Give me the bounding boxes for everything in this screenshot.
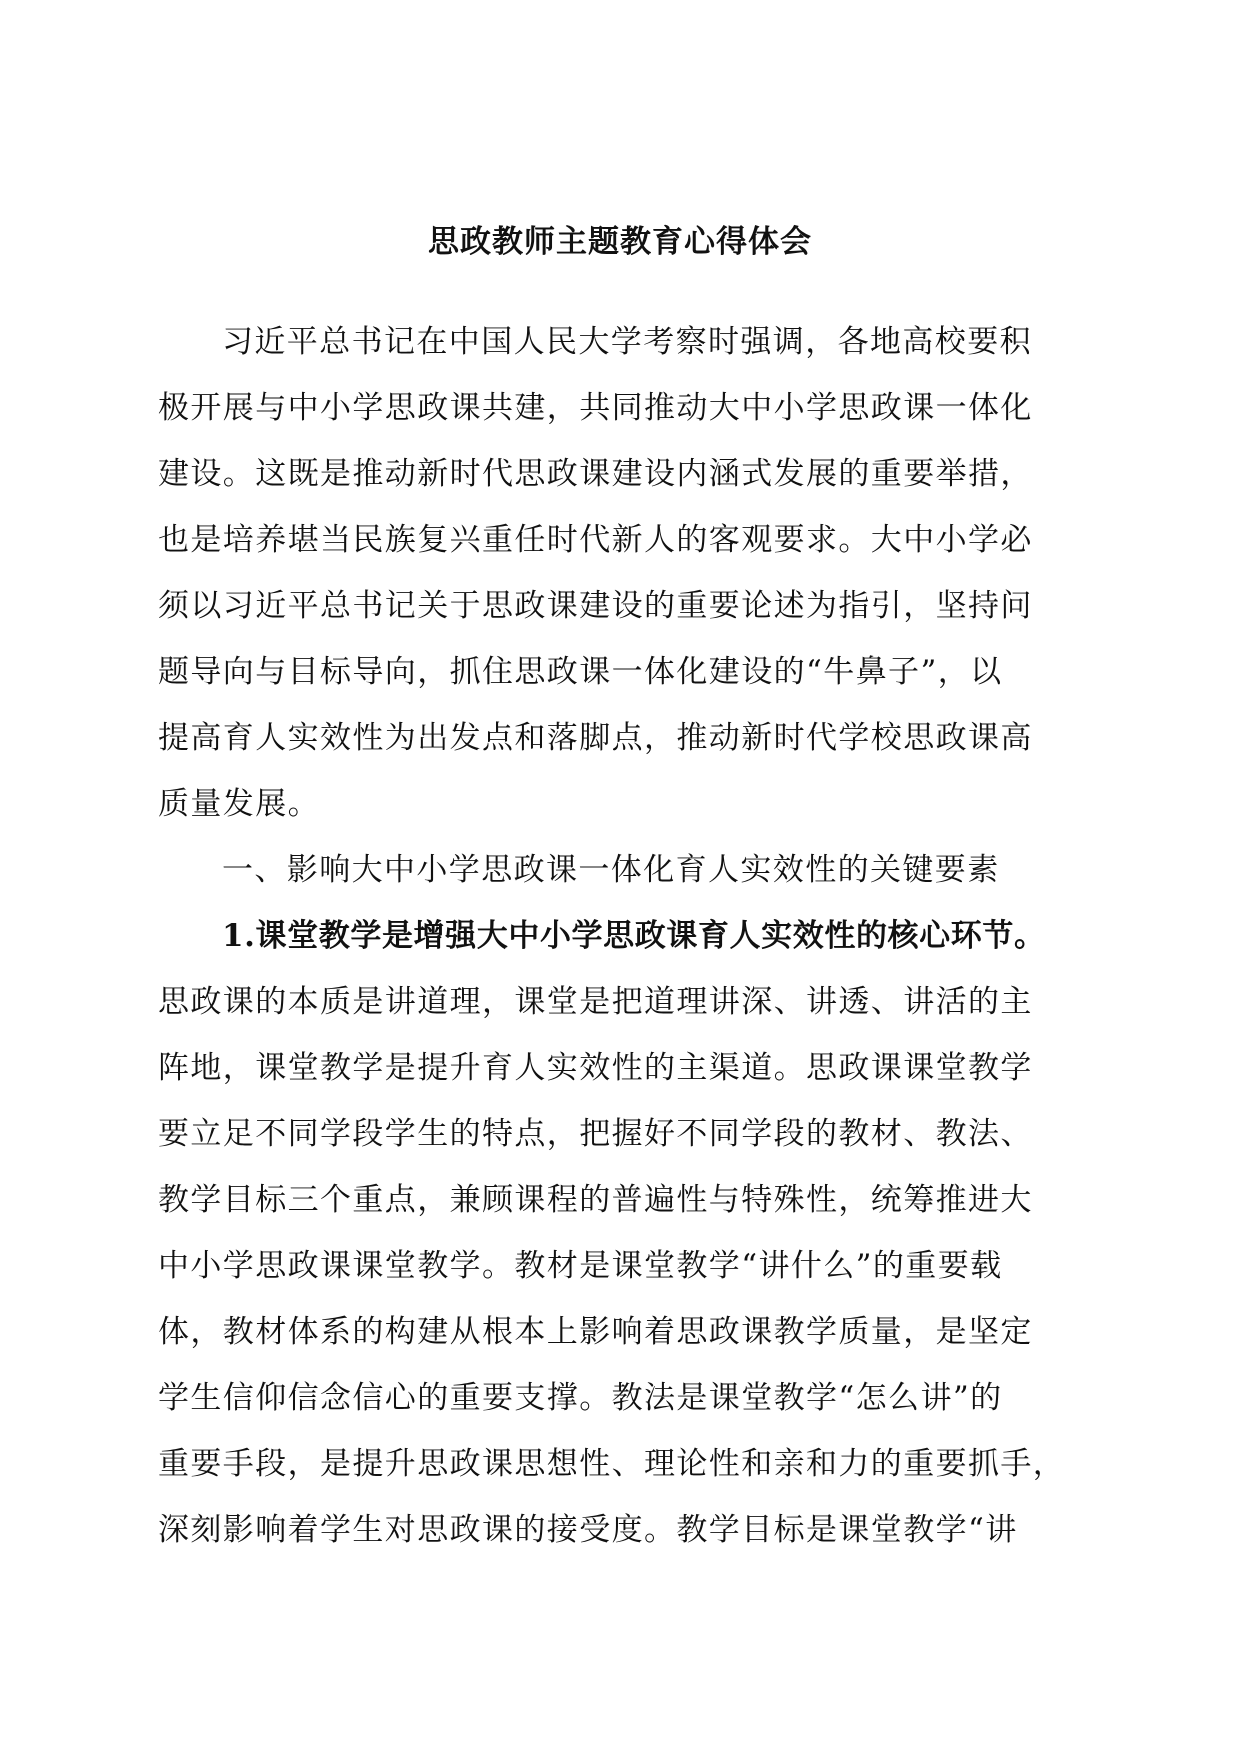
document-title: 思政教师主题教育心得体会 xyxy=(428,224,812,260)
paragraph-line: 习近平总书记在中国人民大学考察时强调，各地高校要积 xyxy=(222,324,1032,360)
paragraph-line: 要立足不同学段学生的特点，把握好不同学段的教材、教法、 xyxy=(158,1116,1033,1152)
section-heading: 一、影响大中小学思政课一体化育人实效性的关键要素 xyxy=(222,852,1000,888)
paragraph-line: 极开展与中小学思政课共建，共同推动大中小学思政课一体化 xyxy=(158,390,1033,426)
paragraph-line: 体，教材体系的构建从根本上影响着思政课教学质量，是坚定 xyxy=(158,1314,1033,1350)
paragraph-line: 深刻影响着学生对思政课的接受度。教学目标是课堂教学“讲 xyxy=(158,1512,1018,1548)
paragraph-line: 建设。这既是推动新时代思政课建设内涵式发展的重要举措， xyxy=(158,456,1033,492)
paragraph-line: 思政课的本质是讲道理，课堂是把道理讲深、讲透、讲活的主 xyxy=(158,984,1033,1020)
subsection-heading: 1.课堂教学是增强大中小学思政课育人实效性的核心环节。 xyxy=(222,918,1046,954)
paragraph-line: 须以习近平总书记关于思政课建设的重要论述为指引，坚持问 xyxy=(158,588,1033,624)
paragraph-line: 提高育人实效性为出发点和落脚点，推动新时代学校思政课高 xyxy=(158,720,1033,756)
paragraph-line: 质量发展。 xyxy=(158,786,320,822)
paragraph-line: 重要手段，是提升思政课思想性、理论性和亲和力的重要抓手， xyxy=(158,1446,1066,1482)
paragraph-line: 教学目标三个重点，兼顾课程的普遍性与特殊性，统筹推进大 xyxy=(158,1182,1033,1218)
paragraph-line: 学生信仰信念信心的重要支撑。教法是课堂教学“怎么讲”的 xyxy=(158,1380,1003,1416)
paragraph-line: 题导向与目标导向，抓住思政课一体化建设的“牛鼻子”，以 xyxy=(158,654,1003,690)
paragraph-line: 阵地，课堂教学是提升育人实效性的主渠道。思政课课堂教学 xyxy=(158,1050,1033,1086)
paragraph-line: 也是培养堪当民族复兴重任时代新人的客观要求。大中小学必 xyxy=(158,522,1033,558)
paragraph-line: 中小学思政课课堂教学。教材是课堂教学“讲什么”的重要载 xyxy=(158,1248,1003,1284)
